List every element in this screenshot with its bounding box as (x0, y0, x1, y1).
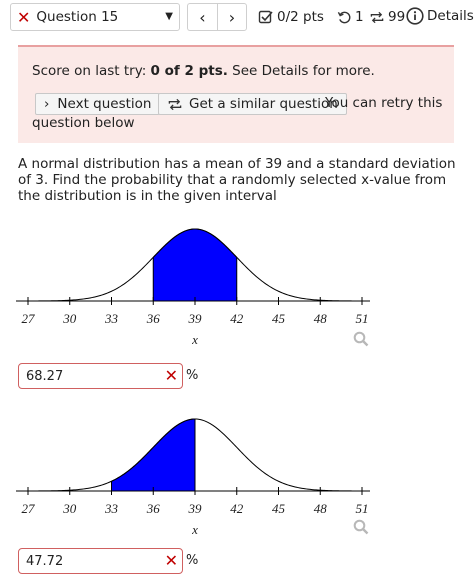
score-value: 0 of 2 pts. (150, 63, 228, 79)
attempts-status (337, 9, 364, 25)
question-label: Question 15 (36, 9, 119, 25)
points-status (258, 9, 324, 25)
percent-unit-2: % (186, 553, 199, 568)
shaded-area (112, 419, 196, 491)
repeat-icon (167, 97, 183, 112)
answer-input-1[interactable] (18, 363, 183, 389)
retry-text-line2: question below (32, 115, 135, 131)
magnify-icon[interactable] (353, 519, 369, 535)
tick-label: 42 (230, 311, 244, 326)
chevron-right-icon: › (44, 96, 50, 112)
next-question-button[interactable] (35, 93, 160, 115)
answer-value-2: 47.72 (26, 553, 64, 569)
problem-statement: A normal distribution has a mean of 39 and a standard deviation of 3. Find the probability that a randomly selected x-value from the distribution is in the given interval (18, 156, 456, 204)
normal-curve-graph-1 (0, 214, 474, 349)
tick-label: 42 (230, 501, 244, 516)
percent-unit-1: % (186, 368, 199, 383)
score-suffix: See Details for more. (227, 63, 375, 79)
attempts-count: 1 (355, 9, 364, 25)
similar-question-button[interactable] (158, 93, 347, 115)
answer-input-2[interactable] (18, 548, 183, 574)
axis-label: x (192, 522, 198, 537)
info-icon (406, 7, 424, 25)
tick-label: 27 (21, 311, 35, 326)
tick-label: 51 (355, 311, 369, 326)
score-prefix: Score on last try: (32, 63, 151, 79)
next-question-arrow-button[interactable]: › (217, 3, 247, 31)
retry-icon (337, 10, 352, 25)
tick-label: 45 (272, 501, 285, 516)
score-notice (18, 47, 454, 143)
points-text: 0/2 pts (277, 9, 324, 25)
incorrect-x-icon: ✕ (17, 7, 31, 27)
repeat-icon (369, 10, 385, 25)
tick-label: 36 (146, 501, 160, 516)
tick-label: 51 (355, 501, 369, 516)
shaded-area (153, 229, 237, 301)
tick-label: 45 (272, 311, 285, 326)
tick-label: 48 (313, 501, 327, 516)
retries-status (369, 9, 405, 25)
details-label: Details (427, 8, 474, 24)
tick-label: 27 (21, 501, 35, 516)
normal-curve-graph-2 (0, 404, 474, 539)
next-question-label: Next question (57, 96, 152, 112)
score-text (32, 63, 375, 79)
top-bar (0, 0, 474, 36)
previous-question-button[interactable]: ‹ (187, 3, 217, 31)
tick-label: 39 (188, 501, 202, 516)
tick-label: 33 (105, 501, 118, 516)
tick-label: 30 (63, 501, 77, 516)
tick-label: 48 (313, 311, 327, 326)
incorrect-x-icon: ✕ (164, 551, 178, 570)
incorrect-x-icon: ✕ (164, 366, 178, 385)
tick-label: 33 (105, 311, 118, 326)
tick-label: 30 (63, 311, 77, 326)
magnify-icon[interactable] (353, 331, 369, 347)
checkbox-edit-icon (258, 9, 274, 25)
retry-text-line1: You can retry this (325, 95, 443, 111)
similar-question-label: Get a similar question (189, 96, 338, 112)
question-selector[interactable] (10, 3, 180, 31)
tick-label: 39 (188, 311, 202, 326)
answer-value-1: 68.27 (26, 368, 64, 384)
retries-count: 99 (388, 9, 406, 25)
chevron-down-icon: ▼ (165, 11, 173, 22)
tick-label: 36 (146, 311, 160, 326)
axis-label: x (192, 332, 198, 347)
details-button[interactable] (406, 7, 474, 25)
